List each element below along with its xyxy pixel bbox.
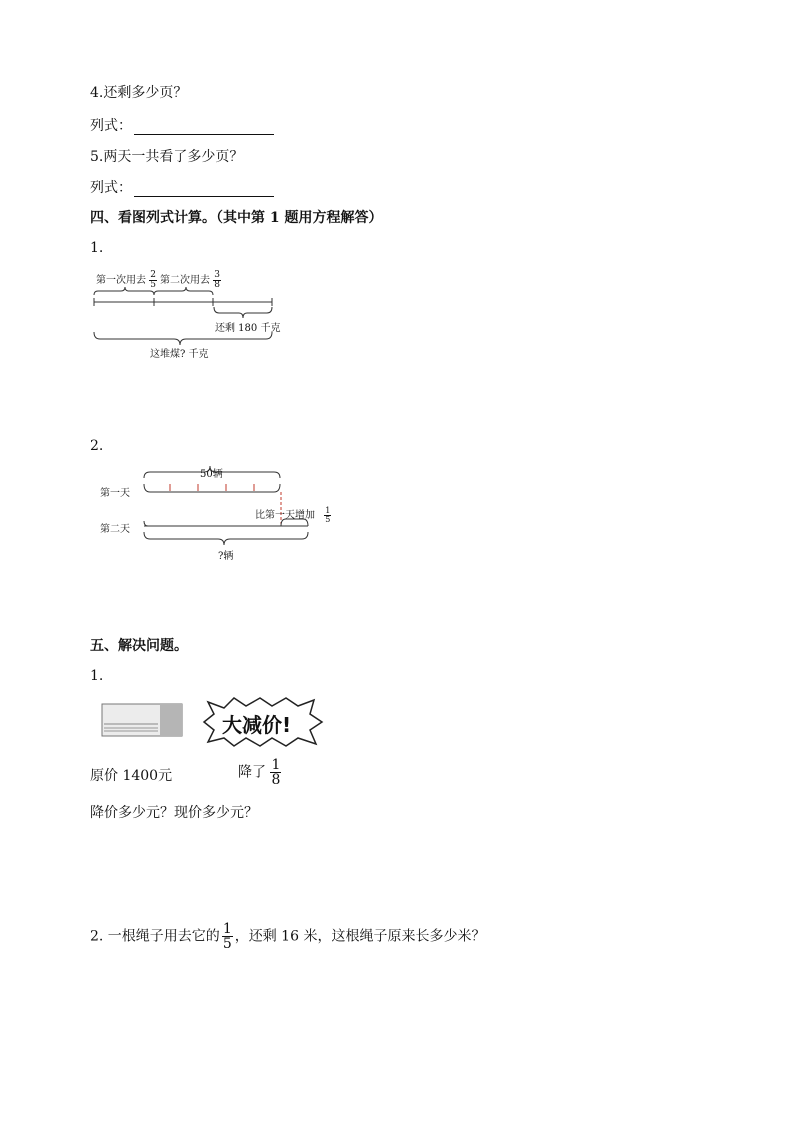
discount-fraction [270, 758, 281, 787]
problem-5-2-text-before: 2. 一根绳子用去它的 [90, 928, 220, 945]
sale-text: 大减价! [222, 713, 292, 737]
discount-label [238, 758, 281, 787]
remaining-brace [214, 307, 272, 318]
remaining-label: 还剩 180 千克 [215, 323, 281, 334]
day2-label: 第二天 [100, 524, 130, 535]
increase-label [255, 506, 331, 524]
question-5: 5.两天一共看了多少页？ [90, 149, 244, 165]
day1-bar [144, 484, 280, 492]
increase-fraction [324, 507, 331, 524]
fraction-denominator: 5 [222, 936, 232, 952]
section-4-heading: 四、看图列式计算。（其中第 1 题用方程解答） [90, 210, 383, 226]
problem-5-2-fraction [222, 922, 233, 951]
day2-total-brace [144, 532, 308, 545]
fraction-numerator: 1 [325, 506, 331, 515]
fraction-denominator: 5 [325, 515, 331, 524]
day1-label: 第一天 [100, 488, 130, 499]
fraction-numerator: 1 [222, 921, 232, 937]
first-use-brace [94, 287, 154, 295]
fraction-denominator: 8 [214, 280, 220, 290]
fraction-numerator: 3 [214, 270, 220, 280]
fraction-numerator: 1 [271, 757, 281, 773]
formula-label: 列式： [90, 118, 132, 134]
original-price: 原价 1400元 [90, 768, 173, 784]
discount-text: 降了 [238, 764, 266, 781]
formula-label: 列式： [90, 180, 132, 196]
problem-4-1-number: 1. [90, 240, 104, 256]
second-use-brace [154, 287, 213, 295]
fraction-denominator: 5 [150, 280, 156, 290]
day1-amount-label: 50辆 [200, 469, 223, 480]
problem-5-2 [90, 922, 485, 951]
problem-5-1-number: 1. [90, 668, 104, 684]
coal-total-label: 这堆煤? 千克 [150, 349, 209, 360]
question-4: 4.还剩多少页？ [90, 85, 188, 101]
problem-4-2-number: 2. [90, 438, 104, 454]
fraction-numerator: 2 [150, 270, 156, 280]
day2-total-label: ?辆 [218, 551, 234, 562]
increase-text: 比第一天增加 [255, 510, 315, 521]
problem-5-1-question: 降价多少元？现价多少元？ [90, 805, 258, 821]
problem-5-2-text-after: ，还剩 16 米，这根绳子原来长多少米？ [234, 928, 486, 945]
second-use-text: 第二次用去 [160, 275, 210, 286]
first-use-text: 第一次用去 [96, 275, 146, 286]
air-conditioner-image [100, 700, 186, 740]
fraction-denominator: 8 [271, 772, 281, 788]
section-5-heading: 五、解决问题。 [90, 638, 188, 654]
